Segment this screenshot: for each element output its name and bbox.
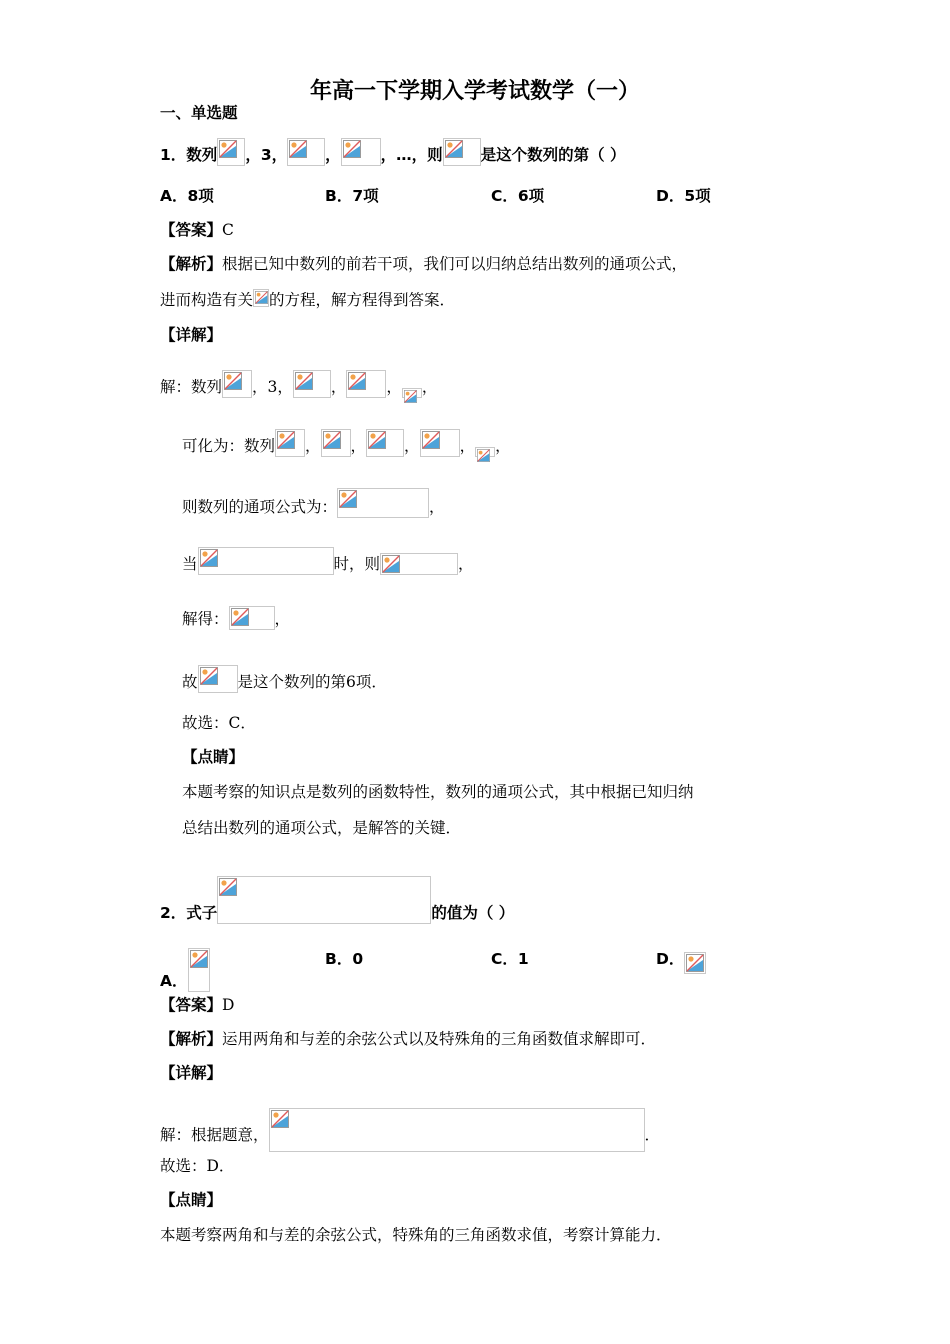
page-title: 年高一下学期入学考试数学（一）	[309, 79, 640, 104]
formula-image-icon	[475, 447, 495, 457]
detail-text: 时，则	[333, 555, 381, 573]
q1-detail-line-6	[182, 665, 387, 693]
q1-option-b: B．7项	[325, 187, 379, 205]
analysis-label: 【解析】	[160, 1030, 223, 1048]
formula-image-icon	[380, 553, 458, 575]
detail-text: ，	[404, 437, 420, 455]
q1-stem-text-2: ，3，	[245, 146, 288, 164]
detail-text: ，	[459, 437, 476, 455]
formula-image-icon	[188, 948, 210, 992]
option-label: A．	[160, 972, 188, 990]
q2-option-a	[160, 948, 210, 992]
formula-image-icon	[217, 138, 245, 166]
answer-label: 【答案】	[160, 221, 223, 239]
q2-answer	[160, 994, 234, 1016]
q2-option-b: B．0	[325, 950, 364, 968]
section-heading: 一、单选题	[160, 104, 238, 122]
detail-text: ，	[429, 498, 445, 516]
q2-stem-text-1: 式子	[186, 904, 218, 922]
q2-comment-label: 【点睛】	[160, 1191, 223, 1209]
q1-comment-label: 【点睛】	[182, 748, 245, 766]
q1-comment-line-2: 总结出数列的通项公式，是解答的关键．	[182, 819, 462, 837]
detail-text: ，	[386, 378, 402, 396]
answer-label: 【答案】	[160, 996, 223, 1014]
analysis-text: 根据已知中数列的前若干项，我们可以归纳总结出数列的通项公式，	[222, 255, 688, 273]
detail-text: ．	[644, 1126, 661, 1144]
formula-image-icon	[321, 429, 351, 457]
analysis-text: 的方程，解方程得到答案．	[269, 291, 456, 309]
q2-detail-label: 【详解】	[160, 1064, 223, 1082]
formula-image-icon	[443, 138, 481, 166]
q1-detail-line-2	[182, 429, 511, 457]
q2-choice: 故选：D．	[160, 1157, 235, 1175]
detail-text: 解：数列	[160, 378, 223, 396]
q2-detail-line	[160, 1108, 660, 1152]
answer-value: D	[222, 996, 235, 1014]
formula-image-icon	[293, 370, 331, 398]
formula-image-icon	[198, 547, 334, 575]
detail-text: 可化为：数列	[182, 437, 276, 455]
q2-comment: 本题考察两角和与差的余弦公式，特殊角的三角函数求值，考察计算能力．	[160, 1226, 672, 1244]
analysis-text: 运用两角和与差的余弦公式以及特殊角的三角函数值求解即可．	[222, 1030, 657, 1048]
formula-image-icon	[229, 606, 275, 630]
q1-stem-text-4: ，…，则	[380, 146, 443, 164]
q1-analysis-line-1	[160, 253, 687, 275]
formula-image-icon	[253, 289, 269, 307]
q1-detail-line-4	[182, 547, 474, 575]
detail-text: ，	[274, 610, 291, 628]
formula-image-icon	[420, 429, 460, 457]
q1-stem-text-5: 是这个数列的第（ ）	[480, 146, 626, 164]
q1-detail-line-5	[182, 606, 290, 630]
q1-option-d: D．5项	[656, 187, 711, 205]
detail-text: ，	[330, 378, 347, 396]
formula-image-icon	[346, 370, 386, 398]
formula-image-icon	[337, 488, 429, 518]
q2-option-d	[656, 948, 706, 974]
detail-text: ，	[421, 378, 438, 396]
q1-stem-text-3: ，	[325, 146, 341, 164]
formula-image-icon	[287, 138, 325, 166]
q2-analysis	[160, 1028, 656, 1050]
analysis-label: 【解析】	[160, 255, 223, 273]
formula-image-icon	[275, 429, 305, 457]
detail-text: 则数列的通项公式为：	[182, 498, 338, 516]
detail-text: 解得：	[182, 610, 229, 628]
formula-image-icon	[222, 370, 252, 398]
detail-text: ，	[305, 437, 321, 455]
q1-analysis-line-2	[160, 289, 455, 311]
detail-text: 当	[182, 555, 198, 573]
formula-image-icon	[402, 388, 422, 398]
q1-option-c: C．6项	[491, 187, 545, 205]
detail-text: ，	[458, 555, 474, 573]
q1-stem	[160, 138, 626, 166]
q1-detail-line-1	[160, 370, 437, 398]
answer-value: C	[222, 221, 234, 239]
q2-stem	[160, 876, 514, 924]
q2-stem-text-2: 的值为（ ）	[431, 904, 515, 922]
q1-option-a: A．8项	[160, 187, 214, 205]
formula-image-icon	[198, 665, 238, 693]
formula-image-icon	[366, 429, 404, 457]
q1-choice: 故选：C．	[182, 714, 256, 732]
q1-comment-line-1: 本题考察的知识点是数列的函数特性，数列的通项公式，其中根据已知归纳	[182, 783, 694, 801]
detail-text: ，	[350, 437, 367, 455]
detail-text: 解：根据题意，	[160, 1126, 269, 1144]
detail-text: ，3，	[252, 378, 293, 396]
q1-detail-label: 【详解】	[160, 326, 223, 344]
q2-option-c: C．1	[491, 950, 529, 968]
q1-number: 1．	[160, 146, 187, 164]
analysis-text: 进而构造有关	[160, 291, 254, 309]
q1-answer	[160, 219, 234, 241]
option-label: D．	[656, 950, 685, 968]
formula-image-icon	[217, 876, 431, 924]
detail-text: ，	[495, 437, 511, 455]
detail-text: 故	[182, 673, 198, 691]
detail-text: 是这个数列的第6项．	[237, 673, 387, 691]
formula-image-icon	[269, 1108, 645, 1152]
q2-number: 2．	[160, 904, 187, 922]
formula-image-icon	[341, 138, 381, 166]
formula-image-icon	[684, 952, 706, 974]
q1-detail-line-3	[182, 488, 445, 518]
q1-stem-text-1: 数列	[186, 146, 218, 164]
